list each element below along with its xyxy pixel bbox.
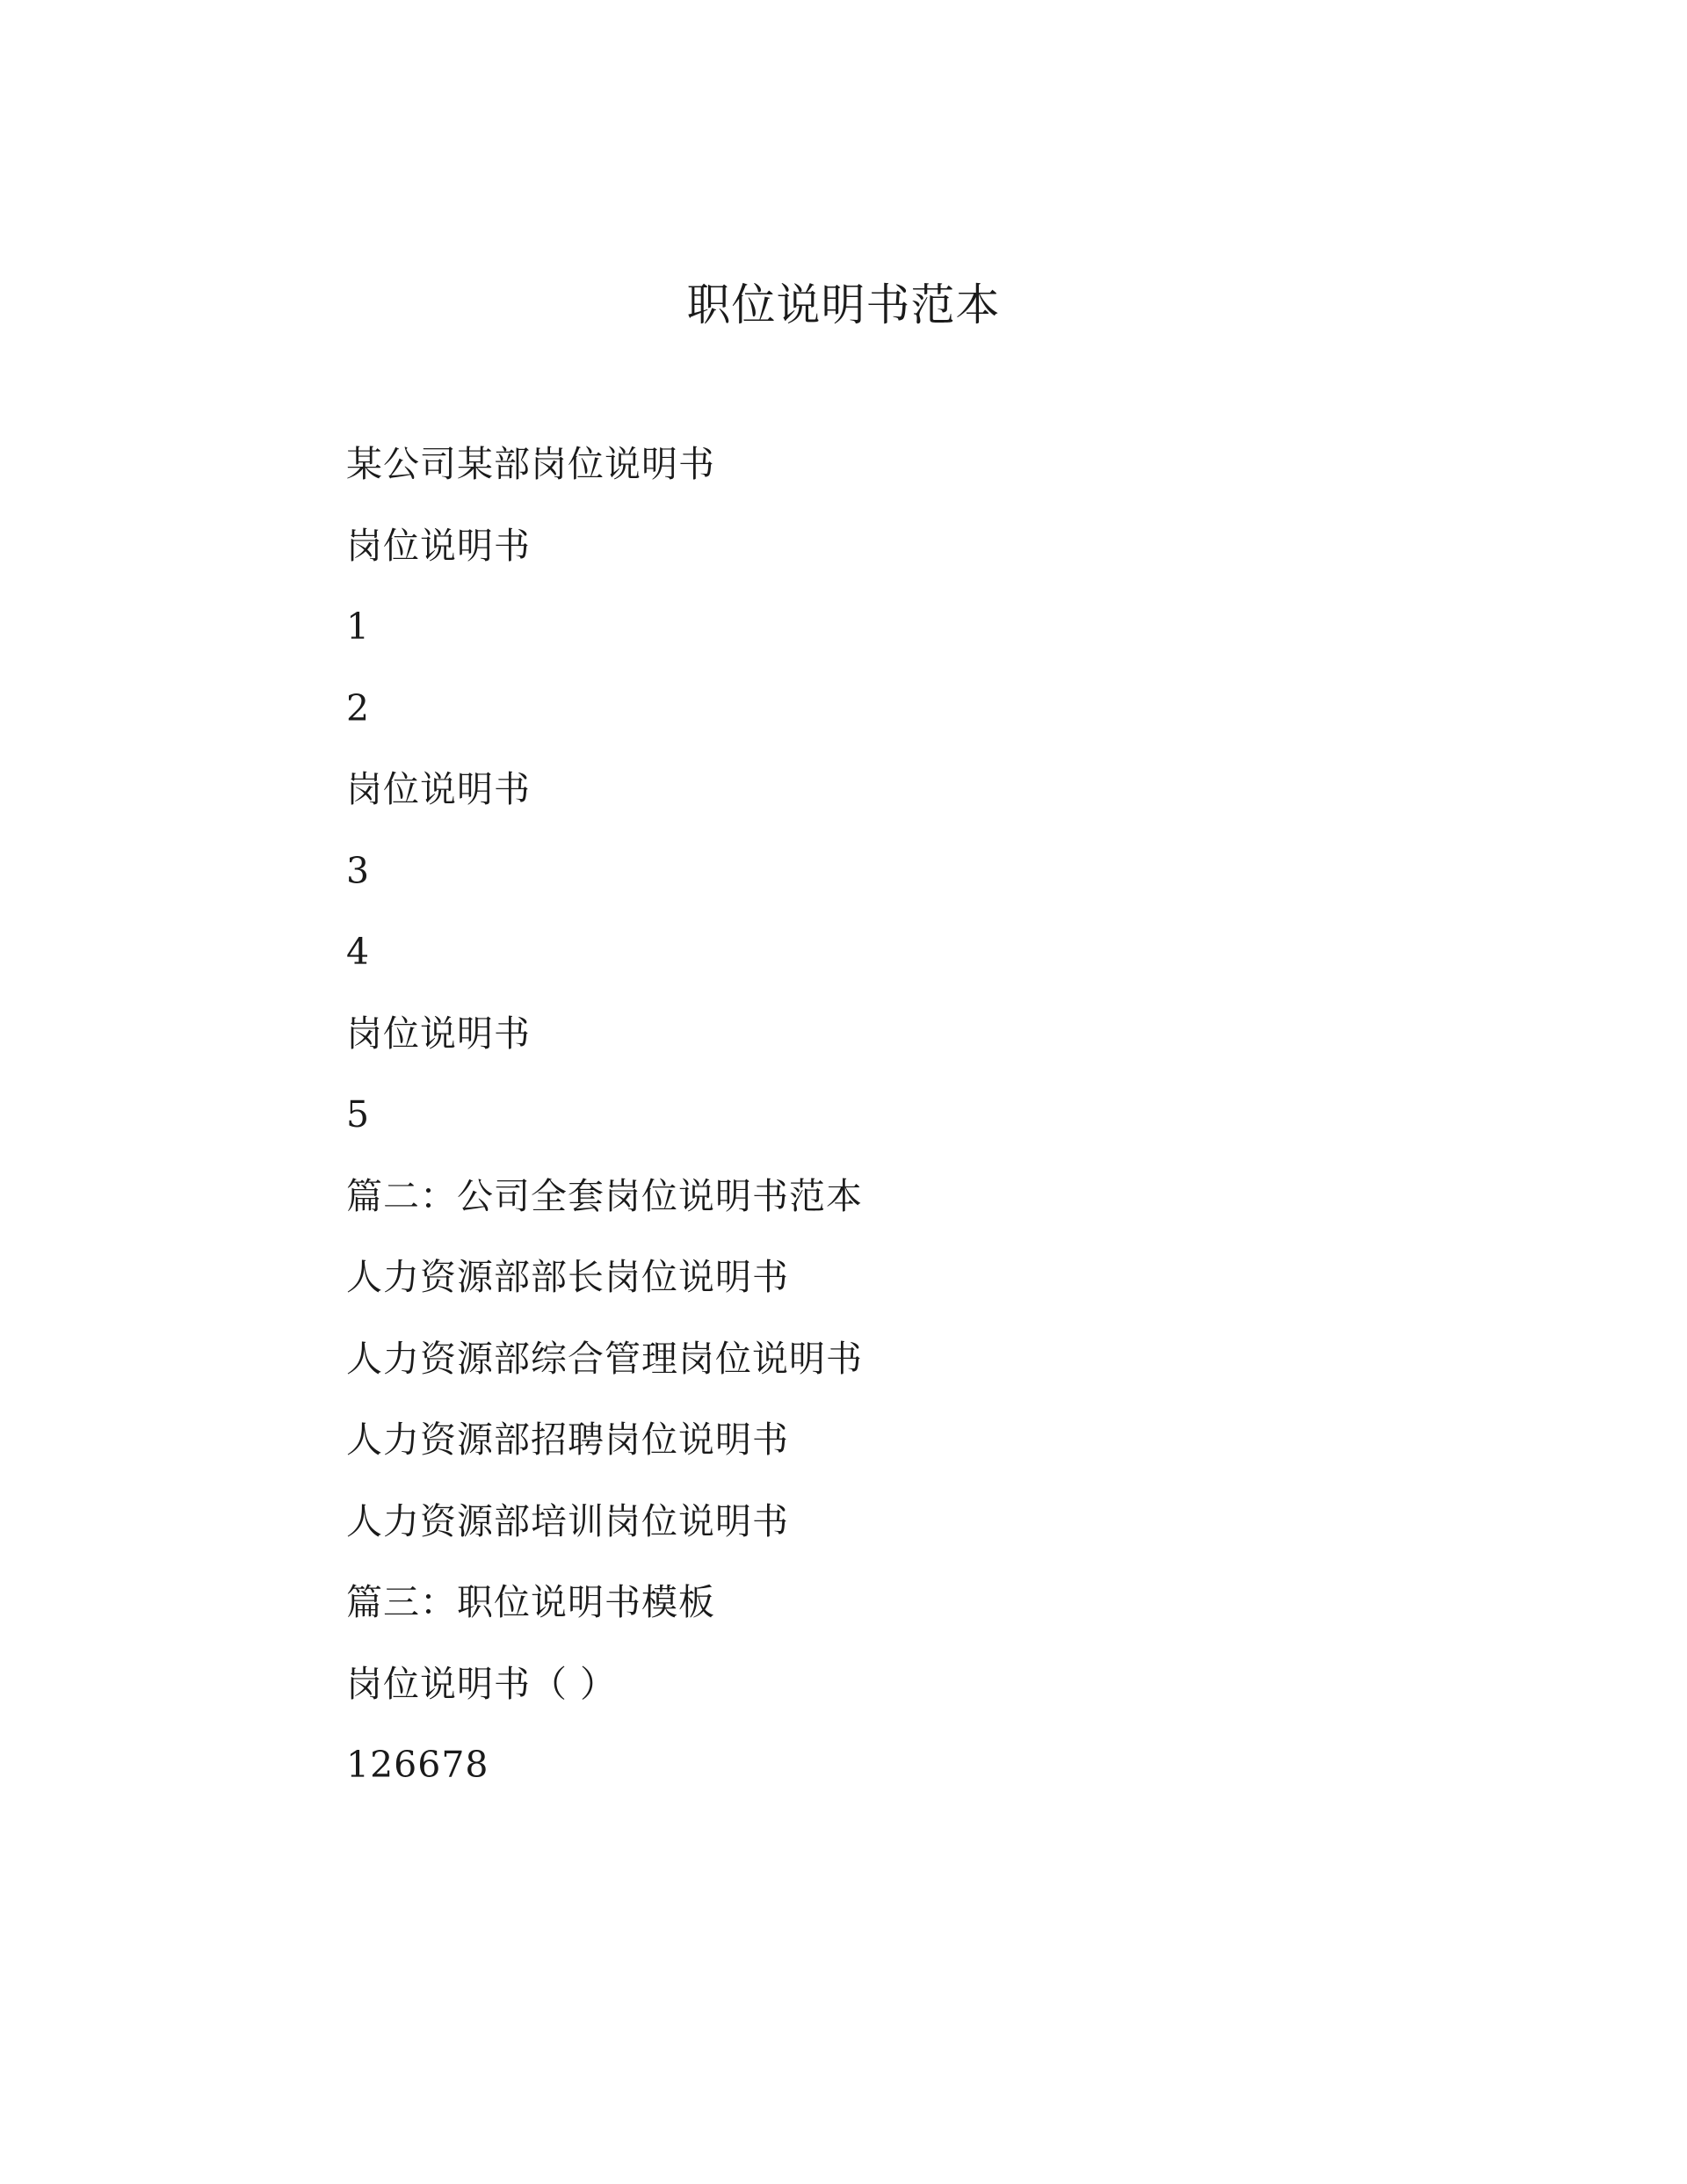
body-line: 人力资源部部长岗位说明书 xyxy=(346,1256,789,1298)
body-line: 126678 xyxy=(346,1744,489,1786)
body-line: 人力资源部招聘岗位说明书 xyxy=(346,1419,789,1461)
body-line: 人力资源部培训岗位说明书 xyxy=(346,1499,789,1542)
body-line: 岗位说明书 xyxy=(346,1012,531,1055)
body-line: 某公司某部岗位说明书 xyxy=(346,443,715,485)
body-line: 4 xyxy=(346,931,371,973)
document-title: 职位说明书范本 xyxy=(686,279,1001,330)
section-heading: 篇二：公司全套岗位说明书范本 xyxy=(346,1174,863,1217)
body-line: 3 xyxy=(346,849,371,892)
document-body xyxy=(346,437,1488,1819)
body-line: 岗位说明书 xyxy=(346,768,531,810)
body-line: 岗位说明书 xyxy=(346,524,531,567)
body-line: 2 xyxy=(346,686,371,729)
body-line: 人力资源部综合管理岗位说明书 xyxy=(346,1337,863,1380)
body-line: 1 xyxy=(346,606,371,648)
section-heading: 篇三：职位说明书模板 xyxy=(346,1581,715,1623)
body-line: 岗位说明书（ ） xyxy=(346,1662,618,1705)
body-line: 5 xyxy=(346,1093,371,1136)
